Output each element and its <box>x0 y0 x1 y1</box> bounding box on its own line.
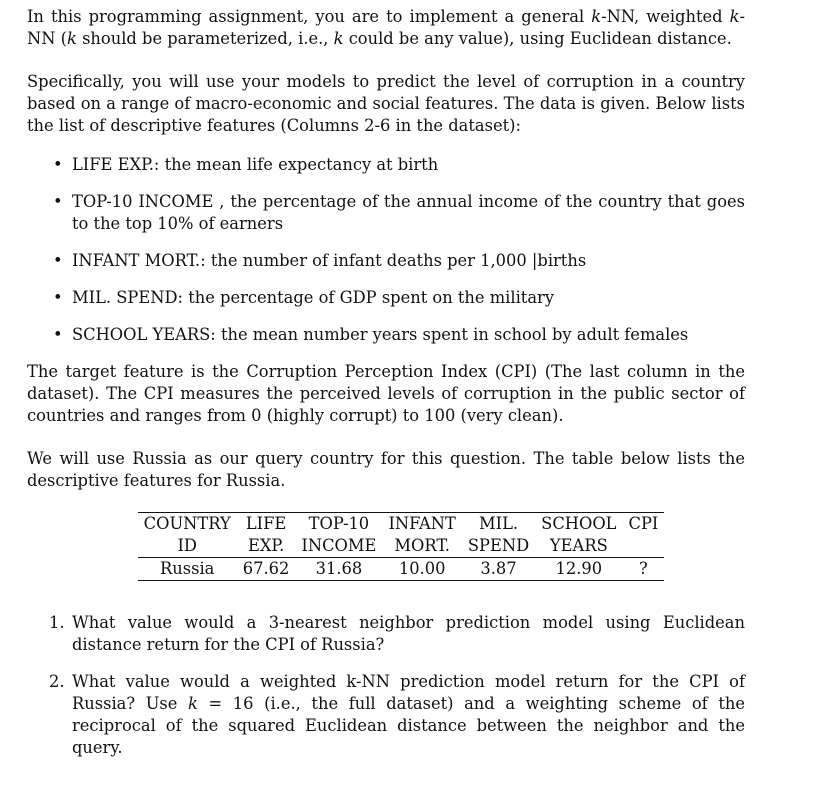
data-description-paragraph: Specifically, you will use your models to predict the level of corruption in a country based on a range of macro-economic and social features. The data is given. Below lists the list of descriptive features (Columns 2-6 in the dataset): <box>27 72 745 135</box>
bullet-icon: • <box>53 251 63 270</box>
table-header-row <box>138 535 665 558</box>
table-container <box>27 512 745 581</box>
feature-text: MIL. SPEND: the percentage of GDP spent on the military <box>72 288 555 307</box>
table-header-cell: TOP-10 <box>295 513 382 536</box>
feature-text: INFANT MORT.: the number of infant deaths per 1,000 |births <box>72 251 587 270</box>
table-header-cell: SCHOOL <box>535 513 622 536</box>
k-symbol: k <box>591 7 602 26</box>
feature-item <box>27 154 745 176</box>
table-cell: 31.68 <box>295 558 382 581</box>
assignment-page <box>27 6 745 774</box>
question-number: 1. <box>49 613 65 632</box>
table-header-cell: INCOME <box>295 535 382 558</box>
table-header-cell: CPI <box>623 513 665 536</box>
table-header-cell: ID <box>138 535 237 558</box>
table-cell: 3.87 <box>462 558 535 581</box>
feature-text: TOP-10 INCOME , the percentage of the annual income of the country that goes to the top 10% of earners <box>72 192 745 233</box>
question-text: What value would a weighted k-NN prediction model return for the CPI of Russia? Use <box>72 672 745 713</box>
feature-item <box>27 250 745 272</box>
table-header-cell: SPEND <box>462 535 535 558</box>
k-symbol: k <box>67 29 77 48</box>
intro-text: -NN, weighted <box>601 7 730 26</box>
table-header-row <box>138 513 665 536</box>
intro-text: could be any value), using Euclidean distance. <box>343 29 732 48</box>
bullet-icon: • <box>53 192 63 211</box>
table-cell: ? <box>623 558 665 581</box>
table-header-cell: LIFE <box>237 513 296 536</box>
intro-text: In this programming assignment, you are to implement a general <box>27 7 592 26</box>
feature-list <box>27 154 745 346</box>
table-row <box>138 558 665 581</box>
question-text: What value would a 3-nearest neighbor prediction model using Euclidean distance return for the CPI of Russia? <box>72 613 745 654</box>
k-symbol: k <box>188 694 198 713</box>
intro-paragraph <box>27 6 745 50</box>
feature-text: LIFE EXP.: the mean life expectancy at birth <box>72 155 439 174</box>
intro-text: -NN ( <box>27 7 745 48</box>
feature-item <box>27 324 745 346</box>
table-cell: Russia <box>138 558 237 581</box>
table-header-cell: MIL. <box>462 513 535 536</box>
question-text: = 16 (i.e., the full dataset) and a weighting scheme of the reciprocal of the squared Euclidean distance between the neighbor and the query. <box>72 694 745 757</box>
question-number: 2. <box>49 672 65 691</box>
feature-text: SCHOOL YEARS: the mean number years spent in school by adult females <box>72 325 689 344</box>
bullet-icon: • <box>53 155 63 174</box>
target-feature-paragraph: The target feature is the Corruption Perception Index (CPI) (The last column in the dataset). The CPI measures the perceived levels of corruption in the public sector of countries and ranges from 0 (highly corrupt) to 100 (very clean). <box>27 362 745 425</box>
feature-item <box>27 287 745 309</box>
question-item <box>27 671 745 759</box>
table-cell: 10.00 <box>382 558 461 581</box>
intro-text: should be parameterized, i.e., <box>76 29 334 48</box>
question-list <box>27 612 745 759</box>
k-symbol: k <box>333 29 344 48</box>
table-header-cell: YEARS <box>535 535 622 558</box>
query-paragraph: We will use Russia as our query country for this question. The table below lists the descriptive features for Russia. <box>27 449 745 490</box>
table-cell: 12.90 <box>535 558 622 581</box>
table-header-cell: INFANT <box>382 513 461 536</box>
k-symbol: k <box>729 7 740 26</box>
table-header-cell: COUNTRY <box>138 513 237 536</box>
table-header-cell: EXP. <box>237 535 296 558</box>
table-header-cell: MORT. <box>382 535 461 558</box>
feature-item <box>27 191 745 235</box>
table-cell: 67.62 <box>237 558 296 581</box>
question-item <box>27 612 745 656</box>
bullet-icon: • <box>53 288 63 307</box>
table-header-cell <box>623 535 665 558</box>
bullet-icon: • <box>53 325 63 344</box>
russia-feature-table <box>138 512 665 581</box>
